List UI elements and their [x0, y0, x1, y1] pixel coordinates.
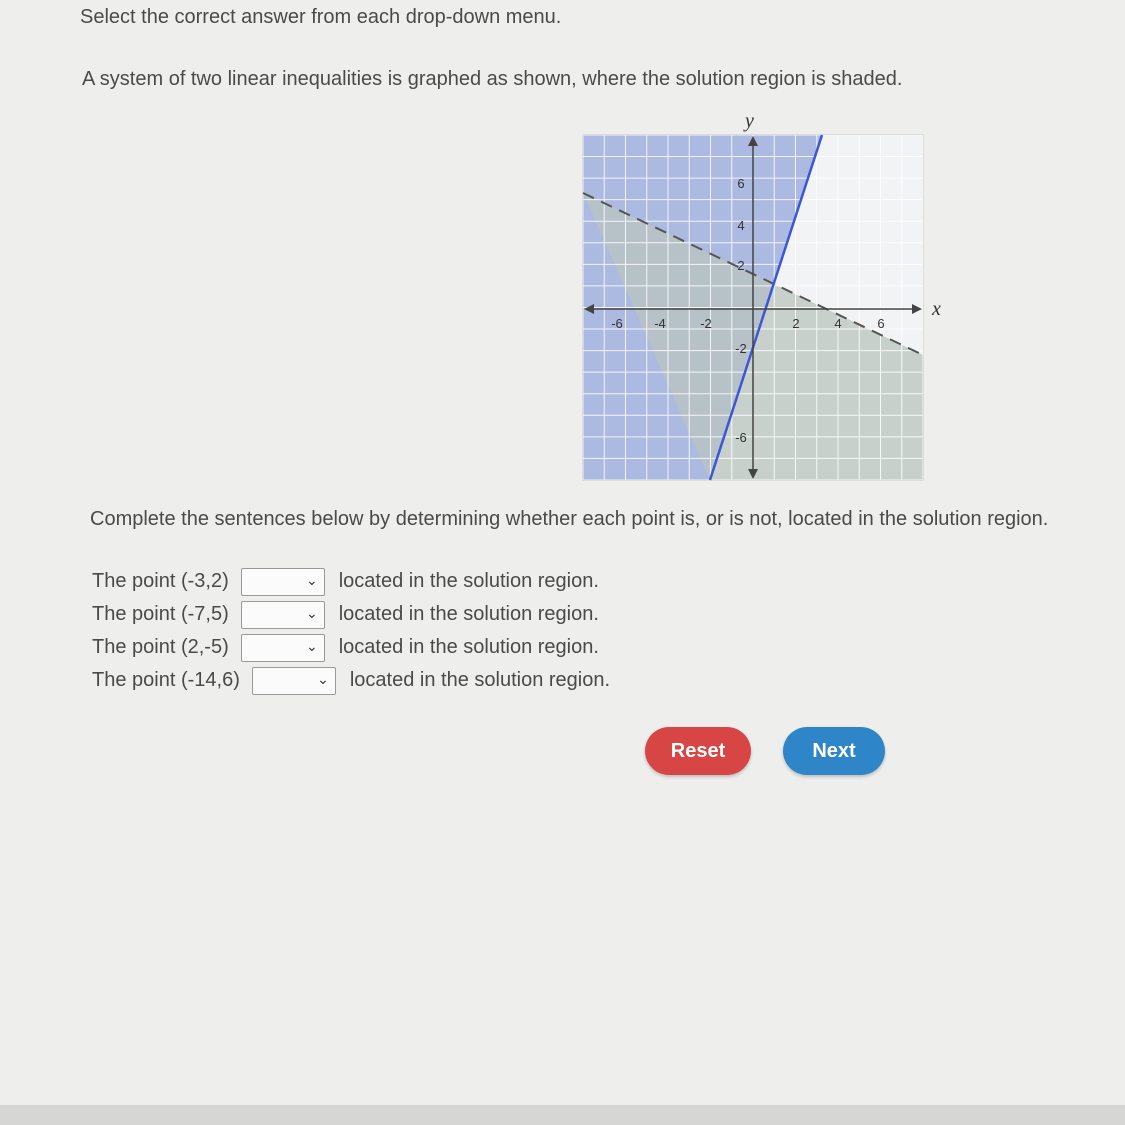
answer-dropdown-2[interactable]	[241, 601, 325, 629]
reset-button[interactable]: Reset	[645, 727, 751, 775]
x-tick-label: -6	[611, 316, 623, 331]
x-tick-label: -2	[700, 316, 712, 331]
bottom-bar	[0, 1105, 1125, 1125]
question-prompt: A system of two linear inequalities is graphed as shown, where the solution region is shaded.	[82, 68, 903, 90]
sentence-row	[92, 598, 610, 631]
point-label: The point (2,-5)	[92, 636, 229, 658]
y-tick-label: -2	[735, 341, 747, 356]
x-tick-label: 4	[834, 316, 842, 331]
point-label: The point (-14,6)	[92, 669, 240, 691]
sentence-row	[92, 664, 610, 697]
chevron-down-icon: ⌄	[306, 571, 318, 588]
sentence-suffix: located in the solution region.	[338, 603, 599, 625]
complete-instructions: Complete the sentences below by determining whether each point is, or is not, located in the solution region.	[90, 508, 1049, 530]
x-axis-label: x	[932, 298, 941, 320]
x-tick-label: -4	[654, 316, 666, 331]
sentence-suffix: located in the solution region.	[338, 636, 599, 658]
instruction-text: Select the correct answer from each drop-down menu.	[80, 6, 562, 28]
sentence-row	[92, 631, 610, 664]
y-tick-label: -6	[735, 430, 747, 445]
sentence-row	[92, 565, 610, 598]
answer-dropdown-4[interactable]	[252, 667, 336, 695]
y-tick-label: 2	[737, 258, 745, 273]
answer-dropdown-1[interactable]	[241, 568, 325, 596]
next-button[interactable]: Next	[783, 727, 885, 775]
y-tick-label: 6	[737, 176, 745, 191]
chevron-down-icon: ⌄	[306, 637, 318, 654]
inequality-graph	[560, 105, 960, 495]
y-tick-label: 4	[737, 218, 745, 233]
point-label: The point (-7,5)	[92, 603, 229, 625]
chevron-down-icon: ⌄	[317, 670, 329, 687]
x-tick-label: 6	[877, 316, 885, 331]
sentence-list	[92, 565, 610, 697]
sentence-suffix: located in the solution region.	[338, 570, 599, 592]
point-label: The point (-3,2)	[92, 570, 229, 592]
sentence-suffix: located in the solution region.	[349, 669, 611, 691]
chevron-down-icon: ⌄	[306, 604, 318, 621]
x-tick-label: 2	[792, 316, 800, 331]
answer-dropdown-3[interactable]	[241, 634, 325, 662]
y-axis-label: y	[745, 110, 754, 132]
